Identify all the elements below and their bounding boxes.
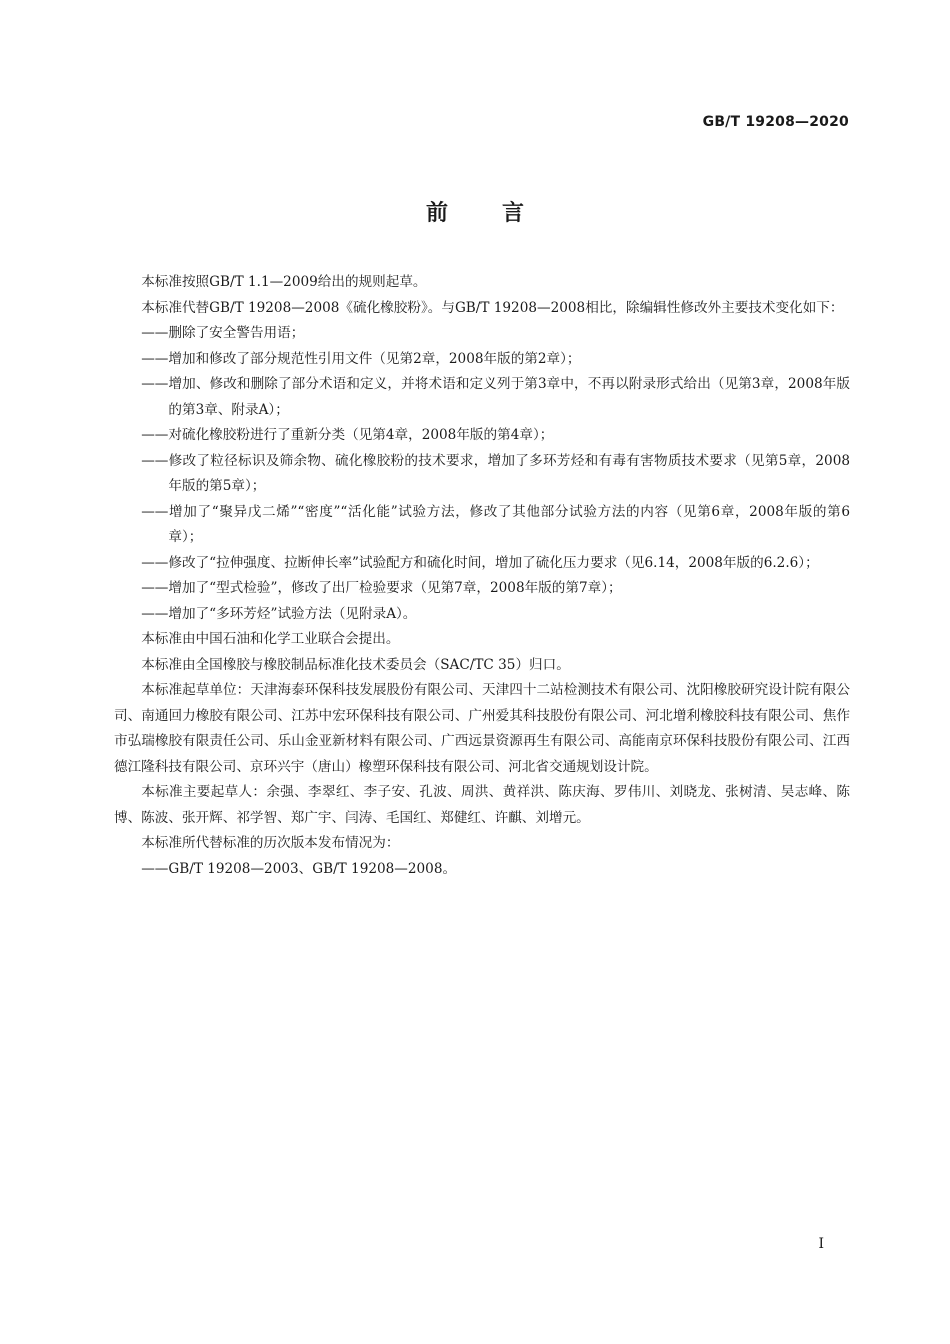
page-title: 前言 — [425, 201, 578, 226]
list-item: ——GB/T 19208—2003、GB/T 19208—2008。 — [141, 860, 457, 877]
list-item: ——增加了“型式检验”，修改了出厂检验要求（见第7章，2008年版的第7章）； — [141, 580, 622, 596]
paragraph: 本标准主要起草人：余强、李翠红、李子安、孔波、周洪、黄祥洪、陈庆海、罗伟川、刘晓龙、张树清、吴志峰、陈博、陈波、张开辉、祁学智、郑广宇、闫涛、毛国红、郑健红、许麒、刘增元。 — [114, 784, 850, 826]
paragraph: 本标准起草单位：天津海泰环保科技发展股份有限公司、天津四十二站检测技术有限公司、沈阳橡胶研究设计院有限公司、南通回力橡胶有限公司、江苏中宏环保科技有限公司、广州爱其科技股份有限公司、河北增利橡胶科技有限公司、焦作市弘瑞橡胶有限责任公司、乐山金亚新材料有限公司、广西远景资源再生有限公司、高能南京环保科技股份有限公司、江西德江隆科技有限公司、京环兴宇（唐山）橡塑环保科技有限公司、河北省交通规划设计院。 — [114, 682, 850, 775]
paragraph: 本标准由中国石油和化学工业联合会提出。 — [141, 631, 400, 647]
document-body — [114, 270, 850, 882]
list-item: ——修改了粒径标识及筛余物、硫化橡胶粉的技术要求，增加了多环芳烃和有毒有害物质技术要求（见第5章，2008年版的第5章）； — [141, 452, 850, 494]
paragraph: 本标准代替GB/T 19208—2008《硫化橡胶粉》。与GB/T 19208—2008相比，除编辑性修改外主要技术变化如下： — [141, 299, 844, 316]
list-item: ——增加和修改了部分规范性引用文件（见第2章，2008年版的第2章）； — [141, 350, 581, 367]
paragraph: 本标准所代替标准的历次版本发布情况为： — [141, 835, 400, 851]
standard-code: GB/T 19208—2020 — [702, 114, 849, 130]
list-item: ——修改了“拉伸强度、拉断伸长率”试验配方和硫化时间，增加了硫化压力要求（见6.14，2008年版的6.2.6）； — [141, 554, 819, 571]
paragraph: 本标准按照GB/T 1.1—2009给出的规则起草。 — [141, 274, 427, 290]
list-item: ——增加了“多环芳烃”试验方法（见附录A）。 — [141, 605, 417, 622]
list-item: ——增加、修改和删除了部分术语和定义，并将术语和定义列于第3章中，不再以附录形式给出（见第3章，2008年版的第3章、附录A）； — [141, 376, 850, 418]
page-number: I — [818, 1236, 824, 1252]
list-item: ——删除了安全警告用语； — [141, 325, 305, 341]
list-item: ——对硫化橡胶粉进行了重新分类（见第4章，2008年版的第4章）； — [141, 427, 554, 443]
paragraph: 本标准由全国橡胶与橡胶制品标准化技术委员会（SAC/TC 35）归口。 — [141, 656, 570, 673]
list-item: ——增加了“聚异戊二烯”“密度”“活化能”试验方法，修改了其他部分试验方法的内容（见第6章，2008年版的第6章）； — [141, 503, 850, 545]
